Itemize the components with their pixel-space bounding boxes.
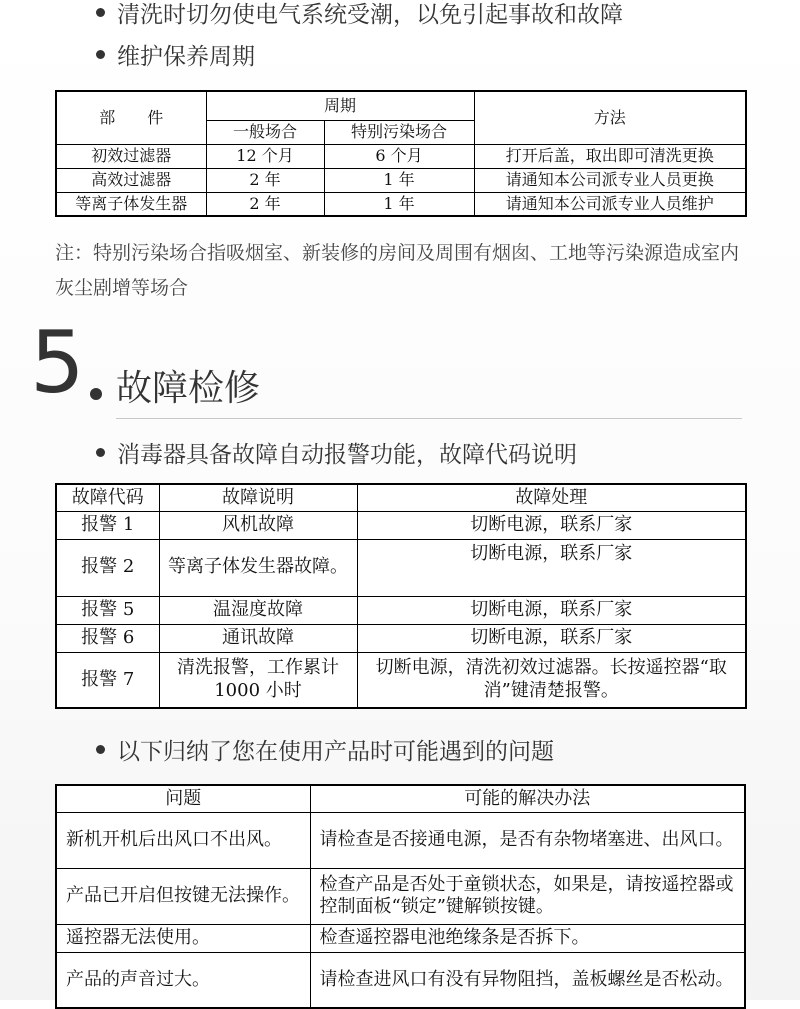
table-row: [56, 652, 746, 708]
cell-desc: 温湿度故障: [159, 596, 357, 624]
cell-general: 12 个月: [206, 144, 324, 168]
bullet-text: 以下归纳了您在使用产品时可能遇到的问题: [117, 739, 554, 765]
bullet-dot-icon: [96, 50, 105, 59]
cell-problem: 产品的声音过大。: [56, 952, 310, 1008]
cell-code: 报警 1: [56, 511, 159, 539]
troubleshooting-table: [55, 784, 746, 1009]
table-row: [56, 144, 746, 168]
cell-solution: 检查产品是否处于童锁状态，如果是，请按遥控器或控制面板“锁定”键解锁按键。: [310, 868, 745, 924]
header-period: 周期: [206, 91, 474, 120]
bullet-dot-icon: [96, 8, 105, 17]
cell-handle: 切断电源，联系厂家: [357, 539, 746, 596]
header-solution: 可能的解决办法: [310, 785, 745, 812]
cell-problem: 遥控器无法使用。: [56, 924, 310, 952]
table-row: [56, 868, 745, 924]
header-problem: 问题: [56, 785, 310, 812]
bullet-maintenance-cycle: [96, 38, 255, 71]
table-row: [56, 192, 746, 216]
cell-special: 1 年: [324, 168, 474, 192]
cell-problem: 新机开机后出风口不出风。: [56, 812, 310, 868]
cell-code: 报警 6: [56, 624, 159, 652]
header-special: 特别污染场合: [324, 120, 474, 144]
cell-code: 报警 5: [56, 596, 159, 624]
bullet-text: 清洗时切勿使电气系统受潮，以免引起事故和故障: [117, 2, 623, 28]
table-row: [56, 596, 746, 624]
table-row: [56, 539, 746, 596]
cell-special: 1 年: [324, 192, 474, 216]
table-row: [56, 812, 745, 868]
cell-handle: 切断电源，清洗初效过滤器。长按遥控器“取消”键清楚报警。: [357, 652, 746, 708]
cell-desc: 清洗报警，工作累计 1000 小时: [159, 652, 357, 708]
fault-code-table: [55, 483, 747, 709]
cell-code: 报警 2: [56, 539, 159, 596]
table-row: [56, 168, 746, 192]
bullet-fault-alarm: [96, 436, 577, 469]
cell-general: 2 年: [206, 192, 324, 216]
cell-special: 6 个月: [324, 144, 474, 168]
header-part: 部 件: [56, 91, 206, 144]
header-handle: 故障处理: [357, 484, 746, 511]
cell-desc: 风机故障: [159, 511, 357, 539]
maintenance-note: 注：特别污染场合指吸烟室、新装修的房间及周围有烟囱、工地等污染源造成室内灰尘剧增等场合: [55, 242, 740, 299]
cell-handle: 切断电源，联系厂家: [357, 511, 746, 539]
bullet-text: 维护保养周期: [117, 44, 255, 70]
maintenance-table: [55, 90, 747, 217]
bullet-cleaning-warning: [96, 0, 623, 29]
cell-desc: 通讯故障: [159, 624, 357, 652]
cell-method: 打开后盖，取出即可清洗更换: [474, 144, 746, 168]
bullet-text: 消毒器具备故障自动报警功能，故障代码说明: [117, 442, 577, 468]
header-code: 故障代码: [56, 484, 159, 511]
table-row: [56, 624, 746, 652]
cell-code: 报警 7: [56, 652, 159, 708]
section-dot-icon: [90, 388, 102, 400]
header-method: 方法: [474, 91, 746, 144]
section-divider: [116, 418, 742, 419]
bullet-common-problems: [96, 733, 554, 766]
cell-part: 初效过滤器: [56, 144, 206, 168]
header-desc: 故障说明: [159, 484, 357, 511]
cell-solution: 请检查是否接通电源，是否有杂物堵塞进、出风口。: [310, 812, 745, 868]
cell-solution: 检查遥控器电池绝缘条是否拆下。: [310, 924, 745, 952]
cell-part: 高效过滤器: [56, 168, 206, 192]
table-row: [56, 511, 746, 539]
cell-method: 请通知本公司派专业人员维护: [474, 192, 746, 216]
section-number: 5: [30, 313, 85, 413]
cell-handle: 切断电源，联系厂家: [357, 596, 746, 624]
bullet-dot-icon: [96, 745, 105, 754]
section-title: 故障检修: [116, 368, 261, 409]
cell-desc: 等离子体发生器故障。: [159, 539, 357, 596]
cell-problem: 产品已开启但按键无法操作。: [56, 868, 310, 924]
cell-general: 2 年: [206, 168, 324, 192]
table-row: [56, 924, 745, 952]
cell-solution: 请检查进风口有没有异物阻挡，盖板螺丝是否松动。: [310, 952, 745, 1008]
header-general: 一般场合: [206, 120, 324, 144]
bullet-dot-icon: [96, 448, 105, 457]
cell-part: 等离子体发生器: [56, 192, 206, 216]
cell-method: 请通知本公司派专业人员更换: [474, 168, 746, 192]
cell-handle: 切断电源，联系厂家: [357, 624, 746, 652]
